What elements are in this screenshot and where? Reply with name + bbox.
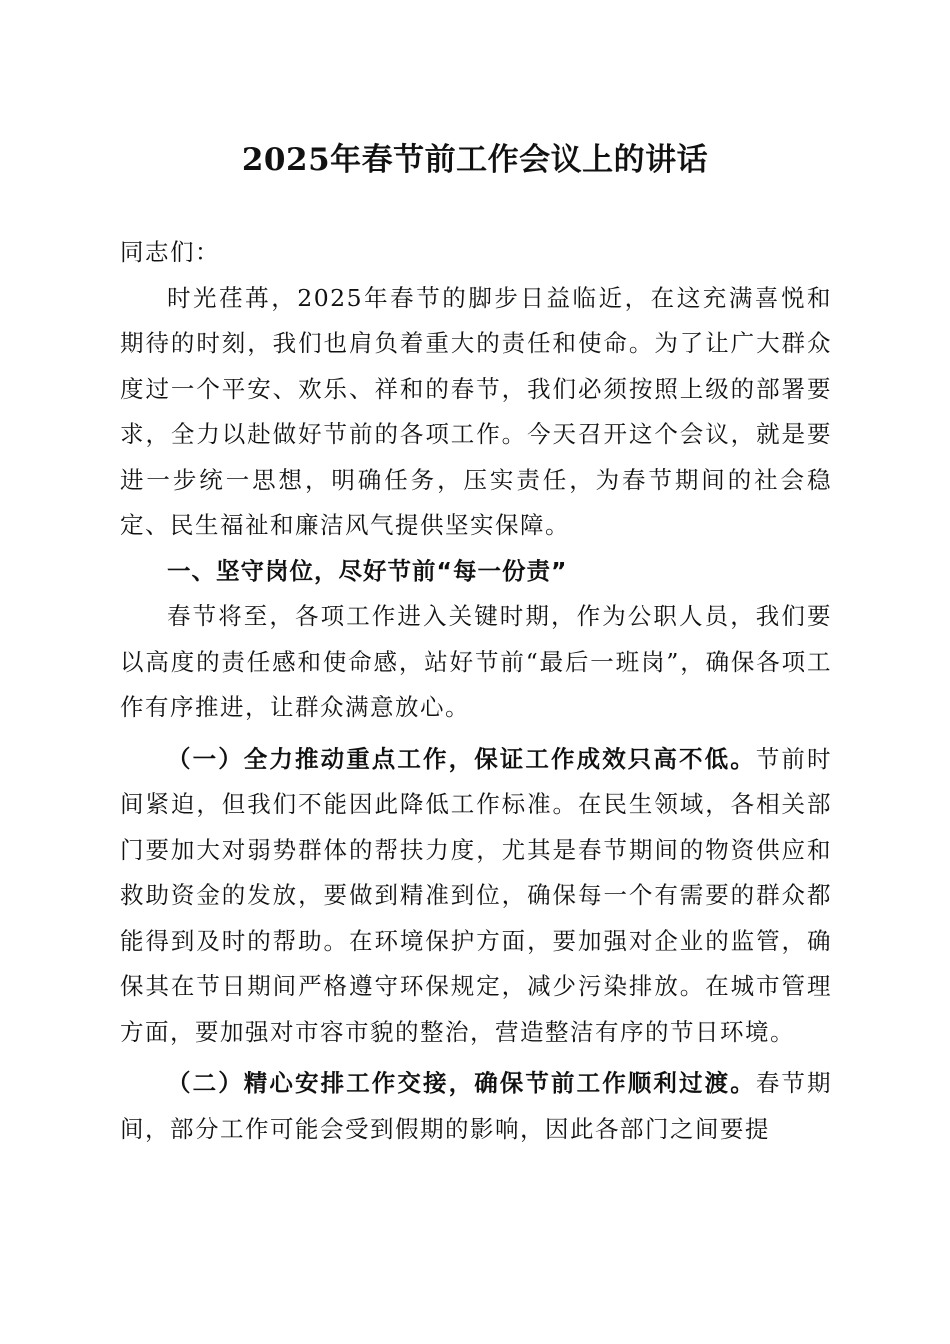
- subsection-2-lead: （二）精心安排工作交接，确保节前工作顺利过渡。: [167, 1069, 756, 1097]
- section-1-intro-paragraph: 春节将至，各项工作进入关键时期，作为公职人员，我们要以高度的责任感和使命感，站好节前“最后一班岗”，确保各项工作有序推进，让群众满意放心。: [120, 602, 832, 721]
- subsection-2-text: 春节期间，部分工作可能会受到假期的影响，因此各部门之间要提: [120, 1069, 833, 1143]
- subsection-1-paragraph: [120, 737, 832, 1056]
- document-title: 2025年春节前工作会议上的讲话: [241, 142, 709, 178]
- subsection-1-text: 节前时间紧迫，但我们不能因此降低工作标准。在民生领域，各相关部门要加大对弱势群体的帮扶力度，尤其是春节期间的物资供应和救助资金的发放，要做到精准到位，确保每一个有需要的群众都能得到及时的帮助。在环境保护方面，要加强对企业的监管，确保其在节日期间严格遵守环保规定，减少污染排放。在城市管理方面，要加强对市容市貌的整治，营造整洁有序的节日环境。: [120, 744, 833, 1046]
- salutation: 同志们：: [120, 238, 220, 266]
- subsection-2-paragraph: [120, 1061, 832, 1152]
- subsection-1-lead: （一）全力推动重点工作，保证工作成效只高不低。: [167, 744, 756, 773]
- section-1-heading: 一、坚守岗位，尽好节前“每一份责”: [167, 556, 568, 585]
- intro-paragraph: 时光荏苒，2025年春节的脚步日益临近，在这充满喜悦和期待的时刻，我们也肩负着重大的责任和使命。为了让广大群众度过一个平安、欢乐、祥和的春节，我们必须按照上级的部署要求，全力以赴做好节前的各项工作。今天召开这个会议，就是要进一步统一思想，明确任务，压实责任，为春节期间的社会稳定、民生福祉和廉洁风气提供坚实保障。: [120, 283, 832, 539]
- document-body: [120, 230, 832, 1152]
